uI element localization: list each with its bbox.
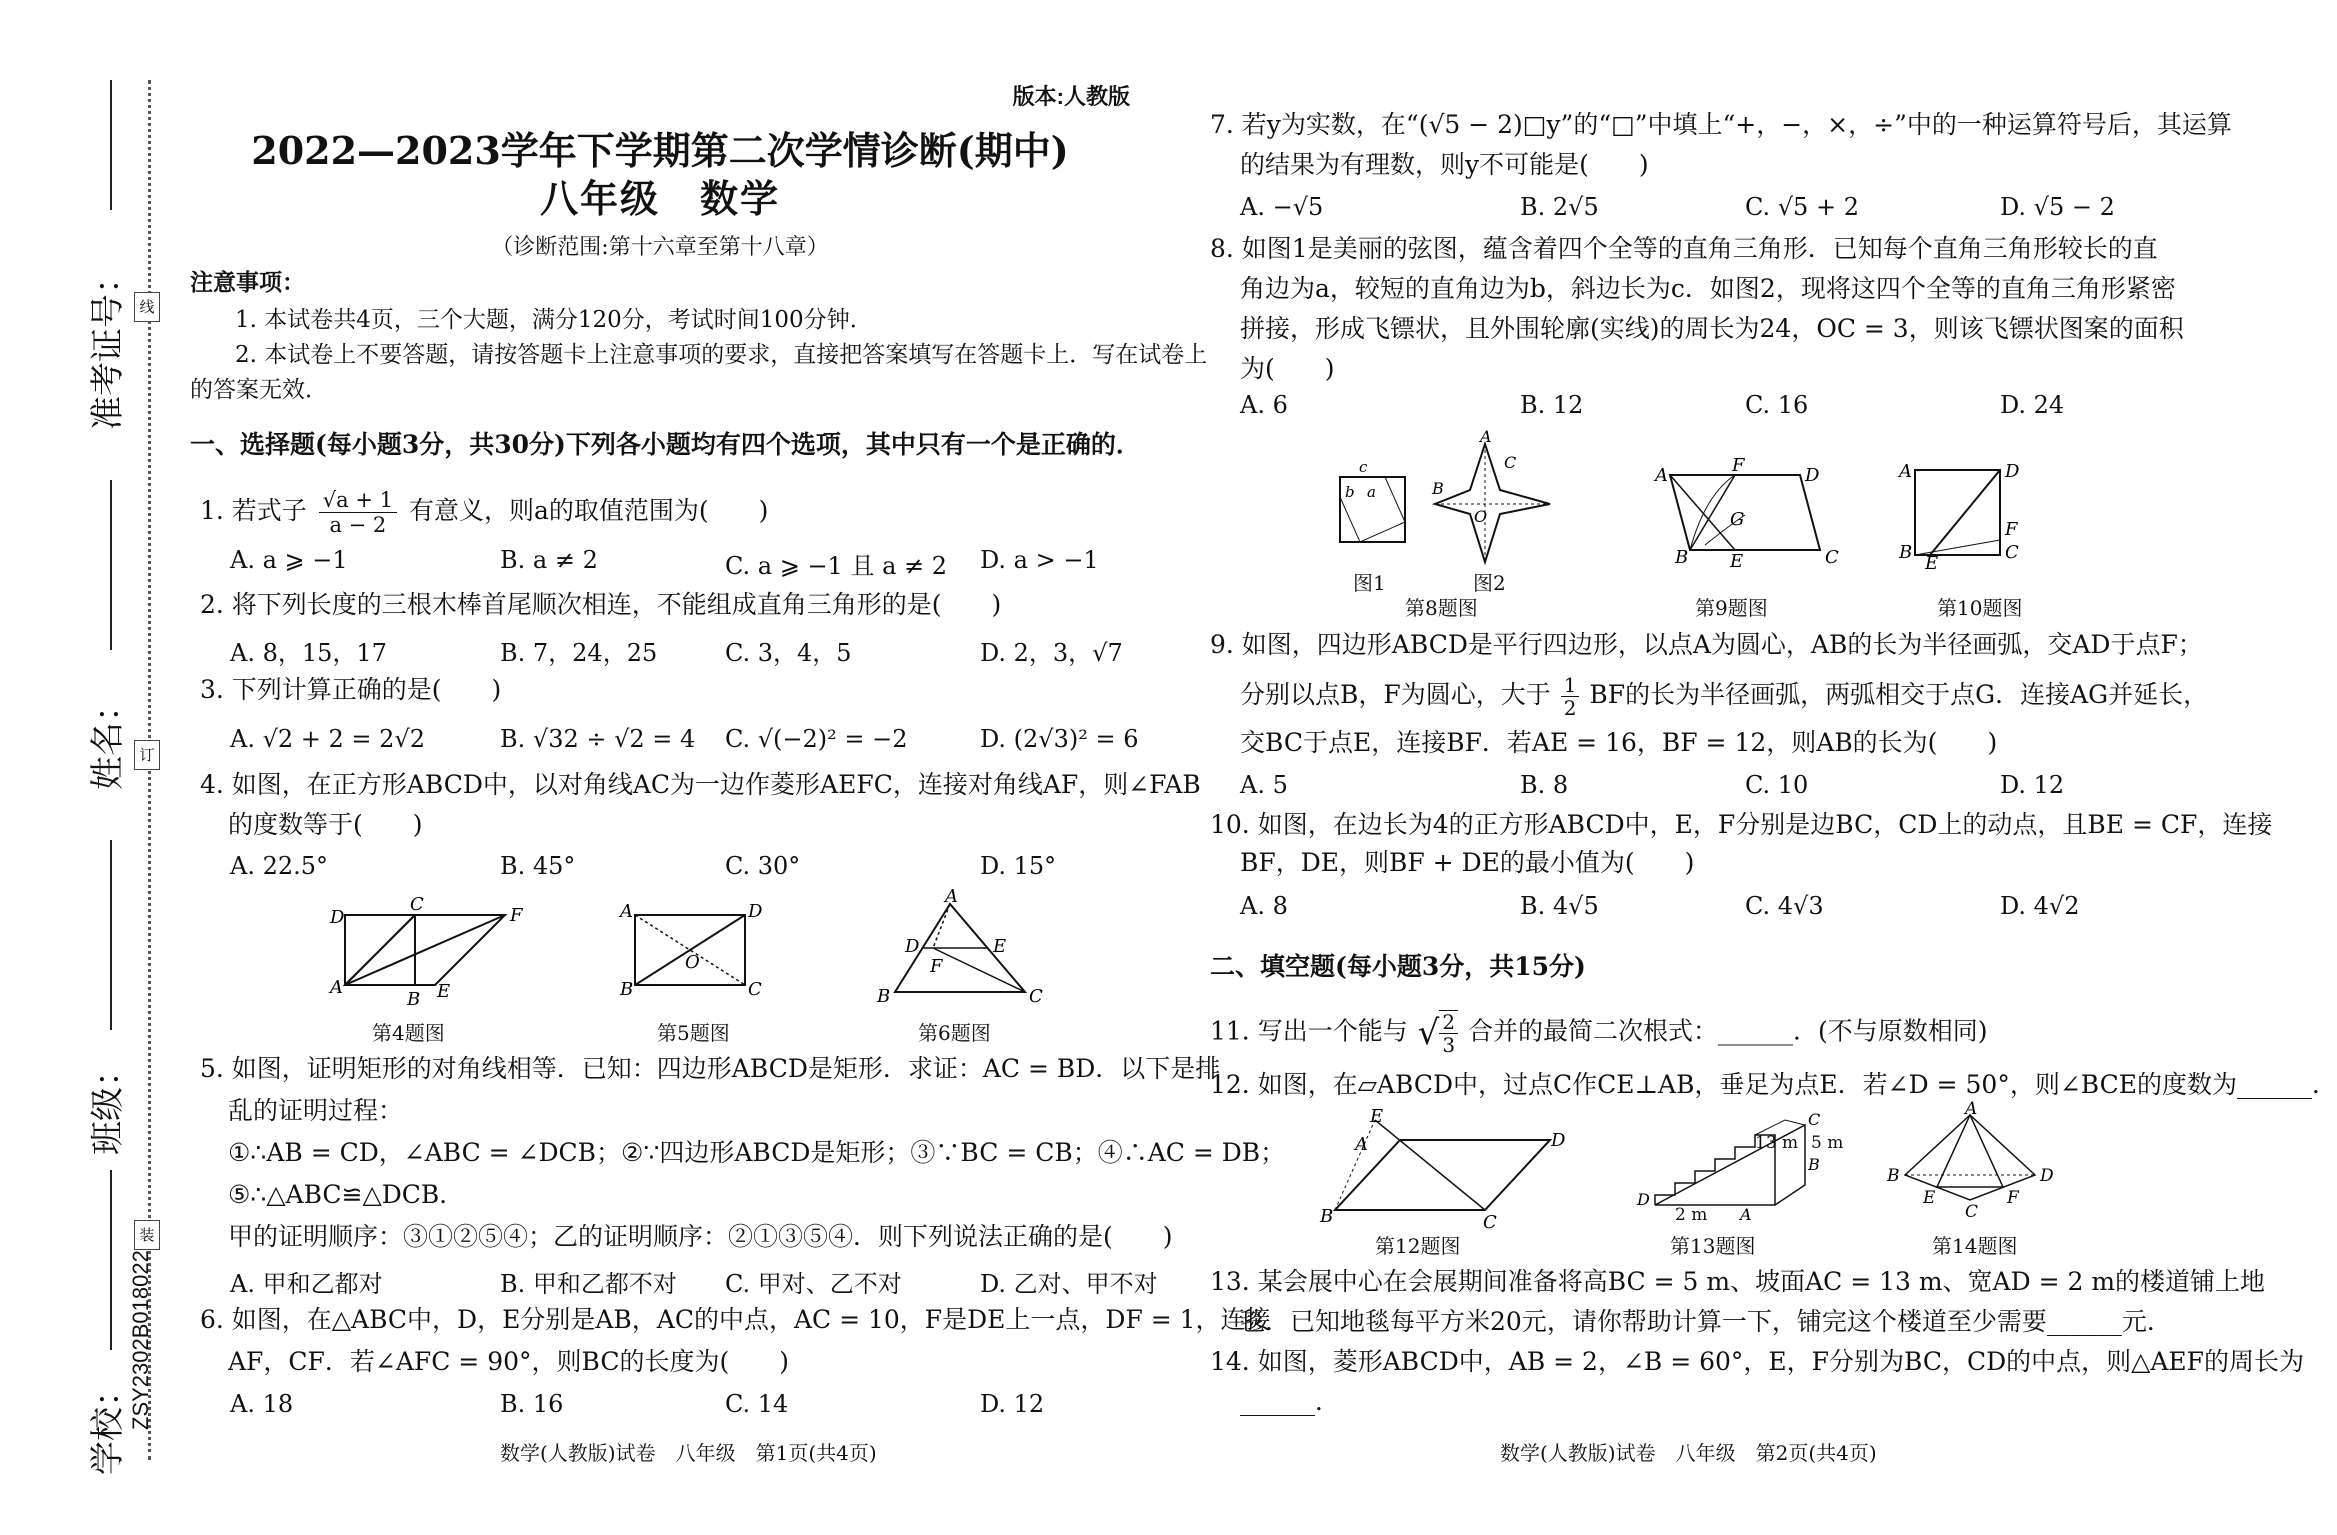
caption-q5: 第5题图	[657, 1021, 730, 1045]
svg-text:A: A	[1355, 1134, 1368, 1155]
svg-text:A: A	[620, 901, 633, 922]
svg-text:B: B	[1887, 1166, 1900, 1186]
question-8-line-2: 角边为a，较短的直角边为b，斜边长为c．如图2，现将这四个全等的直角三角形紧密	[1240, 274, 2176, 303]
q1-option-c: C. a ⩾ −1 且 a ≠ 2	[725, 552, 948, 580]
exam-subtitle: 八年级 数学	[539, 176, 780, 221]
question-13-line-1: 13. 某会展中心在会展期间准备将高BC = 5 m、坡面AC = 13 m、宽AD = 2 m的楼道铺上地	[1210, 1267, 2266, 1296]
svg-text:B: B	[1320, 1206, 1334, 1227]
question-10-line-1: 10. 如图，在边长为4的正方形ABCD中，E，F分别是边BC，CD上的动点，且BE = CF，连接	[1210, 810, 2273, 839]
q7-option-b: B. 2√5	[1520, 193, 1599, 221]
question-12: 12. 如图，在▱ABCD中，过点C作CE⊥AB，垂足为点E．若∠D = 50°，则∠BCE的度数为______．	[1210, 1070, 2337, 1099]
section-2-heading: 二、填空题(每小题3分，共15分)	[1210, 952, 1586, 981]
q7-option-c: C. √5 + 2	[1745, 193, 1859, 221]
q10-option-c: C. 4√3	[1745, 892, 1824, 920]
figure-q6	[875, 886, 1045, 1012]
question-5-line-5: 甲的证明顺序：③①②⑤④；乙的证明顺序：②①③⑤④．则下列说法正确的是( )	[228, 1222, 1173, 1251]
svg-text:E: E	[1923, 1188, 1936, 1208]
q1-denominator: a − 2	[329, 513, 387, 537]
svg-text:C: C	[410, 894, 424, 915]
q5-option-c: C. 甲对、乙不对	[725, 1270, 902, 1298]
figure-q12	[1315, 1106, 1566, 1233]
section-1-heading: 一、选择题(每小题3分，共30分)下列各小题均有四个选项，其中只有一个是正确的．	[190, 430, 1141, 459]
q3-option-b: B. √32 ÷ √2 = 4	[500, 725, 696, 753]
svg-text:D: D	[1805, 465, 1820, 486]
svg-text:a: a	[1367, 483, 1376, 501]
svg-text:B: B	[1808, 1155, 1820, 1174]
fig-label-2: 图2	[1473, 571, 1506, 595]
caption-q13: 第13题图	[1670, 1234, 1756, 1258]
figure-q4	[325, 894, 525, 1010]
question-5-line-2: 乱的证明过程：	[228, 1096, 404, 1125]
svg-text:D: D	[748, 901, 763, 922]
paper-code: ZSY2302B018022	[128, 1250, 153, 1430]
q5-option-d: D. 乙对、甲不对	[980, 1270, 1158, 1298]
svg-text:B: B	[620, 979, 634, 1000]
svg-text:c: c	[1359, 458, 1368, 476]
question-9-line-1: 9. 如图，四边形ABCD是平行四边形，以点A为圆心，AB的长为半径画弧，交AD于点F；	[1210, 630, 2203, 659]
question-4-line-2: 的度数等于( )	[228, 810, 423, 839]
q8-option-c: C. 16	[1745, 391, 1809, 419]
figure-q8-1	[1325, 432, 1415, 552]
mark-line: 线	[134, 292, 160, 322]
question-9-line-2	[1240, 674, 2208, 719]
q4-option-c: C. 30°	[725, 852, 801, 880]
q10-option-b: B. 4√5	[1520, 892, 1599, 920]
question-1	[200, 488, 768, 537]
version-label: 版本:人教版	[1012, 84, 1130, 109]
caption-q12: 第12题图	[1375, 1234, 1461, 1258]
svg-text:B: B	[407, 989, 421, 1010]
exam-title: 2022—2023学年下学期第二次学情诊断(期中)	[251, 128, 1069, 173]
exam-id-line	[110, 80, 112, 210]
school-label: 学校：	[88, 1373, 128, 1475]
q1-option-b: B. a ≠ 2	[500, 546, 598, 574]
question-14-line-2: ______．	[1240, 1387, 1341, 1416]
question-8-line-3: 拼接，形成飞镖状，且外围轮廓(实线)的周长为24，OC = 3，则该飞镖状图案的面积	[1240, 314, 2184, 343]
svg-text:F: F	[930, 956, 943, 977]
school-line	[110, 1170, 112, 1350]
footer-page-2: 数学(人教版)试卷 八年级 第2页(共4页)	[1500, 1441, 1877, 1465]
figure-q14	[1885, 1099, 2065, 1222]
q1-option-d: D. a > −1	[980, 546, 1099, 574]
q5-option-a: A. 甲和乙都对	[230, 1270, 383, 1298]
q2-option-b: B. 7，24，25	[500, 639, 658, 667]
q9-fraction	[1561, 674, 1580, 719]
question-7-line-1: 7. 若y为实数，在“(√5 − 2)□y”的“□”中填上“+，−，×，÷”中的一种运算符号后，其运算	[1210, 110, 2232, 139]
footer-page-1: 数学(人教版)试卷 八年级 第1页(共4页)	[500, 1441, 877, 1465]
q13-height-label: 5 m	[1811, 1133, 1844, 1153]
mark-order: 订	[134, 740, 160, 770]
q8-option-b: B. 12	[1520, 391, 1584, 419]
svg-text:E: E	[1925, 553, 1939, 574]
q1-option-a: A. a ⩾ −1	[230, 546, 348, 574]
q8-option-d: D. 24	[2000, 391, 2065, 419]
svg-text:b: b	[1345, 483, 1355, 501]
note-2a: 2. 本试卷上不要答题，请按答题卡上注意事项的要求，直接把答案填写在答题卡上．写在试卷上	[235, 342, 1208, 368]
svg-text:E: E	[1370, 1106, 1384, 1127]
notes-heading: 注意事项：	[190, 269, 305, 296]
question-9-line-3: 交BC于点E，连接BF．若AE = 16，BF = 12，则AB的长为( )	[1240, 728, 1998, 757]
name-line	[110, 480, 112, 650]
q3-option-c: C. √(−2)² = −2	[725, 725, 908, 753]
q7-option-d: D. √5 − 2	[2000, 193, 2115, 221]
class-line	[110, 840, 112, 1030]
svg-text:F: F	[2007, 1188, 2019, 1208]
q11-stem-b: 合并的最简二次根式：______．(不与原数相同)	[1468, 1016, 1988, 1046]
svg-text:O: O	[1474, 507, 1488, 526]
figure-q10	[1895, 455, 2025, 574]
svg-text:F: F	[510, 905, 523, 926]
q6-option-d: D. 12	[980, 1390, 1045, 1418]
q11-numerator: 2	[1439, 1011, 1458, 1034]
caption-q14: 第14题图	[1932, 1234, 2018, 1258]
q5-option-b: B. 甲和乙都不对	[500, 1270, 677, 1298]
q3-option-d: D. (2√3)² = 6	[980, 725, 1139, 753]
svg-text:D: D	[1637, 1190, 1650, 1209]
q13-width-label: 2 m	[1675, 1205, 1708, 1225]
svg-text:B: B	[1675, 547, 1689, 568]
svg-text:G: G	[1730, 509, 1745, 530]
caption-q8: 第8题图	[1405, 596, 1478, 620]
question-6-line-1: 6. 如图，在△ABC中，D，E分别是AB，AC的中点，AC = 10，F是DE上一点，DF = 1，连接	[200, 1305, 1271, 1334]
note-1: 1. 本试卷共4页，三个大题，满分120分，考试时间100分钟．	[235, 307, 873, 333]
svg-text:A: A	[330, 977, 343, 998]
q6-option-c: C. 14	[725, 1390, 789, 1418]
svg-text:A: A	[945, 886, 958, 907]
q10-option-d: D. 4√2	[2000, 892, 2080, 920]
figure-q8-2	[1430, 427, 1560, 567]
caption-q4: 第4题图	[372, 1021, 445, 1045]
svg-text:C: C	[1808, 1110, 1821, 1129]
svg-text:D: D	[2005, 461, 2020, 482]
mark-bind: 装	[134, 1220, 160, 1250]
svg-text:B: B	[1432, 479, 1444, 498]
question-2: 2. 将下列长度的三根木棒首尾顺次相连，不能组成直角三角形的是( )	[200, 590, 1002, 619]
svg-text:F: F	[1732, 455, 1745, 476]
q9-numerator: 1	[1561, 674, 1580, 697]
q4-option-a: A. 22.5°	[230, 852, 329, 880]
svg-text:C: C	[2005, 542, 2019, 563]
q10-option-a: A. 8	[1240, 892, 1288, 920]
q1-stem-b: 有意义，则a的取值范围为( )	[408, 496, 769, 525]
question-13-line-2: 毯．已知地毯每平方米20元，请你帮助计算一下，铺完这个楼道至少需要______元．	[1240, 1307, 2172, 1336]
exam-scope: （诊断范围:第十六章至第十八章）	[491, 235, 829, 260]
q9-option-c: C. 10	[1745, 771, 1809, 799]
q1-stem-a: 1. 若式子	[200, 496, 307, 525]
name-label: 姓名：	[88, 688, 128, 790]
question-6-line-2: AF，CF．若∠AFC = 90°，则BC的长度为( )	[228, 1347, 789, 1376]
class-label: 班级：	[88, 1053, 128, 1155]
q9-option-a: A. 5	[1240, 771, 1288, 799]
q3-option-a: A. √2 + 2 = 2√2	[230, 725, 425, 753]
caption-q6: 第6题图	[918, 1021, 991, 1045]
svg-text:A: A	[1965, 1099, 1978, 1119]
question-4-line-1: 4. 如图，在正方形ABCD中，以对角线AC为一边作菱形AEFC，连接对角线AF，则∠FAB	[200, 770, 1201, 799]
question-8-line-4: 为( )	[1240, 354, 1335, 383]
q7-option-a: A. −√5	[1240, 193, 1324, 221]
figure-q9	[1645, 455, 1839, 572]
question-5-line-3: ①∴AB = CD，∠ABC = ∠DCB；②∵四边形ABCD是矩形；③∵BC = CB；④∴AC = DB；	[228, 1138, 1286, 1167]
svg-text:D: D	[905, 936, 920, 957]
q4-option-b: B. 45°	[500, 852, 576, 880]
svg-text:E: E	[437, 981, 451, 1002]
svg-text:A: A	[1899, 461, 1912, 482]
question-14-line-1: 14. 如图，菱形ABCD中，AB = 2，∠B = 60°，E，F分别为BC，CD的中点，则△AEF的周长为	[1210, 1347, 2305, 1376]
question-7-line-2: 的结果为有理数，则y不可能是( )	[1240, 150, 1649, 179]
svg-text:C: C	[1825, 547, 1839, 568]
svg-text:C: C	[748, 979, 762, 1000]
q2-option-d: D. 2，3，√7	[980, 639, 1123, 667]
figure-q13	[1625, 1110, 1835, 1225]
question-8-line-1: 8. 如图1是美丽的弦图，蕴含着四个全等的直角三角形．已知每个直角三角形较长的直	[1210, 234, 2158, 263]
svg-text:A: A	[1740, 1205, 1752, 1224]
note-2b: 的答案无效．	[190, 377, 328, 403]
q9-line-2a: 分别以点B，F为圆心，大于	[1240, 680, 1551, 709]
q11-stem-a: 11. 写出一个能与	[1210, 1016, 1408, 1046]
svg-text:B: B	[1899, 542, 1913, 563]
svg-text:F: F	[2005, 519, 2018, 540]
figure-q5	[615, 895, 765, 1005]
q6-option-b: B. 16	[500, 1390, 564, 1418]
q4-option-d: D. 15°	[980, 852, 1057, 880]
q13-slope-label: 13 m	[1755, 1133, 1799, 1153]
question-5-line-1: 5. 如图，证明矩形的对角线相等．已知：四边形ABCD是矩形．求证：AC = BD．以下是排	[200, 1054, 1221, 1083]
q6-option-a: A. 18	[230, 1390, 294, 1418]
q1-fraction	[319, 488, 397, 537]
question-11	[1210, 1010, 1988, 1056]
page-2	[1205, 0, 2337, 1535]
svg-text:D: D	[1551, 1130, 1566, 1151]
q9-option-b: B. 8	[1520, 771, 1569, 799]
caption-q9: 第9题图	[1695, 596, 1768, 620]
q2-option-c: C. 3，4，5	[725, 639, 852, 667]
svg-text:E: E	[993, 936, 1007, 957]
q9-line-2b: BF的长为半径画弧，两弧相交于点G．连接AG并延长，	[1589, 680, 2209, 709]
svg-text:D: D	[2040, 1166, 2054, 1186]
question-5-line-4: ⑤∴△ABC≌△DCB．	[228, 1180, 465, 1209]
caption-q10: 第10题图	[1937, 596, 2023, 620]
svg-text:C: C	[1504, 453, 1517, 472]
svg-text:C: C	[1029, 986, 1043, 1007]
svg-text:C: C	[1965, 1202, 1979, 1222]
question-3: 3. 下列计算正确的是( )	[200, 675, 502, 704]
svg-text:A: A	[1480, 427, 1492, 446]
q9-denominator: 2	[1563, 696, 1577, 720]
svg-text:A: A	[1655, 465, 1668, 486]
q11-radical: √ $\frac{2}{3}$	[1418, 1010, 1458, 1056]
q2-option-a: A. 8，15，17	[230, 639, 387, 667]
svg-text:C: C	[1483, 1212, 1497, 1233]
svg-text:D: D	[330, 907, 345, 928]
fig-label-1: 图1	[1353, 571, 1386, 595]
q1-numerator: √a + 1	[319, 488, 397, 513]
q9-option-d: D. 12	[2000, 771, 2065, 799]
q8-option-a: A. 6	[1240, 391, 1288, 419]
q11-denominator: 3	[1442, 1033, 1456, 1057]
svg-text:B: B	[877, 986, 891, 1007]
svg-text:E: E	[1730, 551, 1744, 572]
exam-id-label: 准考证号：	[88, 260, 128, 430]
svg-text:O: O	[685, 952, 700, 973]
binding-margin	[0, 0, 165, 1535]
question-10-line-2: BF，DE，则BF + DE的最小值为( )	[1240, 848, 1695, 877]
